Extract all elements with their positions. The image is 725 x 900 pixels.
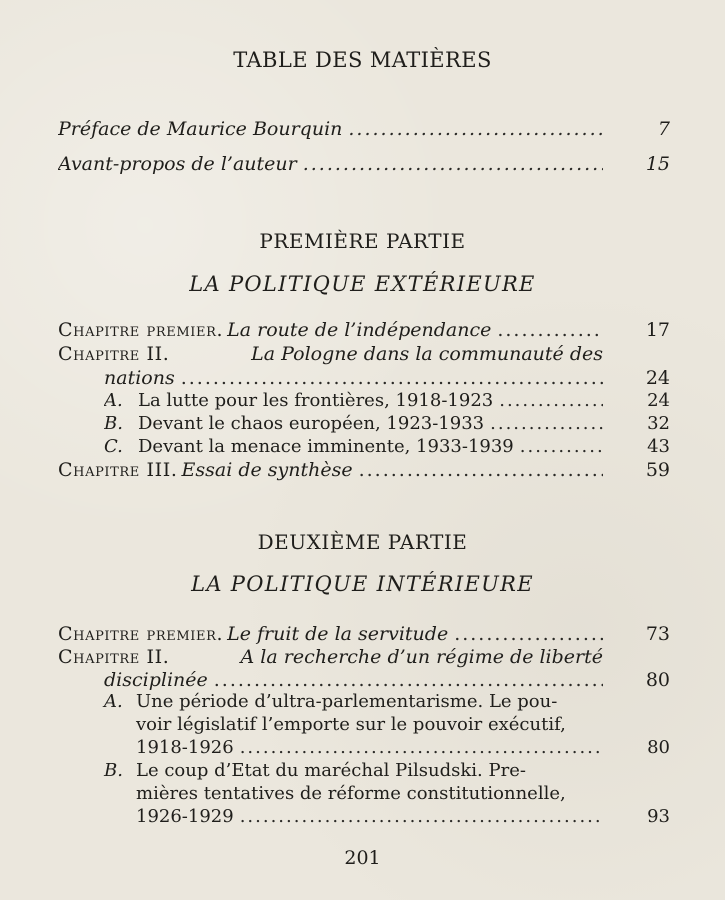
- chapter-page: 24: [645, 367, 670, 389]
- subsection-label: C.: [104, 436, 123, 457]
- subsection-entry: [104, 412, 670, 436]
- chapter-title-line-2: nations: [104, 367, 175, 389]
- subsection-title: Devant le chaos européen, 1923-1933: [138, 413, 485, 434]
- dot-leader: [303, 152, 603, 176]
- part-one-subheading: LA POLITIQUE EXTÉRIEURE: [189, 272, 536, 296]
- toc-entry-foreword-page: 15: [645, 153, 670, 175]
- subsection-label: B.: [104, 760, 123, 781]
- subsection-label: B.: [104, 413, 123, 434]
- chapter-title-line-1: La Pologne dans la communauté des: [251, 343, 603, 365]
- subsection-page: 43: [647, 436, 670, 457]
- subsection-page: 80: [647, 737, 670, 758]
- dot-leader: [359, 458, 603, 482]
- dot-leader: [490, 412, 603, 436]
- part-two-chapter-two-line-one: [58, 645, 603, 669]
- part-one-chapter-three: [58, 458, 670, 482]
- chapter-title-line-2: disciplinée: [104, 669, 208, 691]
- chapter-prefix: Chapitre III.: [58, 459, 178, 481]
- part-one-chapter-two-line-two: [104, 366, 670, 390]
- subsection-final-line: [136, 736, 670, 760]
- dot-leader: [181, 366, 603, 390]
- toc-entry-preface-page: 7: [657, 118, 670, 140]
- chapter-title: La route de l’indépendance: [227, 319, 492, 341]
- part-one-heading: PREMIÈRE PARTIE: [259, 229, 466, 253]
- dot-leader: [240, 736, 603, 760]
- toc-entry-preface: [58, 117, 670, 141]
- subsection-page: 32: [647, 413, 670, 434]
- chapter-page: 17: [645, 319, 670, 341]
- subsection-page: 93: [647, 806, 670, 827]
- subsection-label: A.: [104, 691, 123, 712]
- part-two-heading: DEUXIÈME PARTIE: [257, 530, 468, 554]
- part-two-chapter-one: [58, 622, 670, 646]
- dot-leader: [497, 318, 603, 342]
- dot-leader: [520, 435, 603, 459]
- subsection-line: 1918-1926: [136, 737, 234, 758]
- page-title: TABLE DES MATIÈRES: [233, 48, 492, 72]
- dot-leader: [214, 668, 603, 692]
- dot-leader: [240, 805, 603, 829]
- dot-leader: [454, 622, 603, 646]
- subsection-title: Devant la menace imminente, 1933-1939: [138, 436, 514, 457]
- toc-entry-foreword: [58, 152, 670, 176]
- subsection-entry: [104, 389, 670, 413]
- chapter-page: 59: [645, 459, 670, 481]
- part-two-chapter-two-line-two: [104, 668, 670, 692]
- subsection-line: voir législatif l’emporte sur le pouvoir exécutif,: [136, 714, 566, 735]
- subsection-line: mières tentatives de réforme constitutionnelle,: [136, 783, 566, 804]
- chapter-title: Essai de synthèse: [181, 459, 353, 481]
- subsection-label: A.: [104, 390, 123, 411]
- chapter-prefix: Chapitre premier.: [58, 319, 224, 341]
- toc-entry-foreword-label: Avant-propos de l’auteur: [58, 153, 297, 175]
- part-one-chapter-two-line-one: [58, 342, 603, 366]
- chapter-title: Le fruit de la servitude: [227, 623, 449, 645]
- chapter-prefix: Chapitre premier.: [58, 623, 224, 645]
- subsection-title: La lutte pour les frontières, 1918-1923: [138, 390, 494, 411]
- chapter-title-line-1: A la recherche d’un régime de liberté: [240, 646, 603, 668]
- part-one-chapter-one: [58, 318, 670, 342]
- dot-leader: [499, 389, 603, 413]
- subsection-line: Le coup d’Etat du maréchal Pilsudski. Pre-: [136, 760, 526, 781]
- chapter-page: 80: [645, 669, 670, 691]
- page-number: 201: [344, 847, 381, 869]
- subsection-entry: [104, 435, 670, 459]
- chapter-page: 73: [645, 623, 670, 645]
- chapter-prefix: Chapitre II.: [58, 646, 170, 668]
- toc-entry-preface-label: Préface de Maurice Bourquin: [58, 118, 343, 140]
- dot-leader: [348, 117, 603, 141]
- subsection-line: 1926-1929: [136, 806, 234, 827]
- subsection-final-line: [136, 805, 670, 829]
- chapter-prefix: Chapitre II.: [58, 343, 170, 365]
- part-two-subheading: LA POLITIQUE INTÉRIEURE: [191, 572, 534, 596]
- subsection-line: Une période d’ultra-parlementarisme. Le pou-: [136, 691, 558, 712]
- subsection-page: 24: [647, 390, 670, 411]
